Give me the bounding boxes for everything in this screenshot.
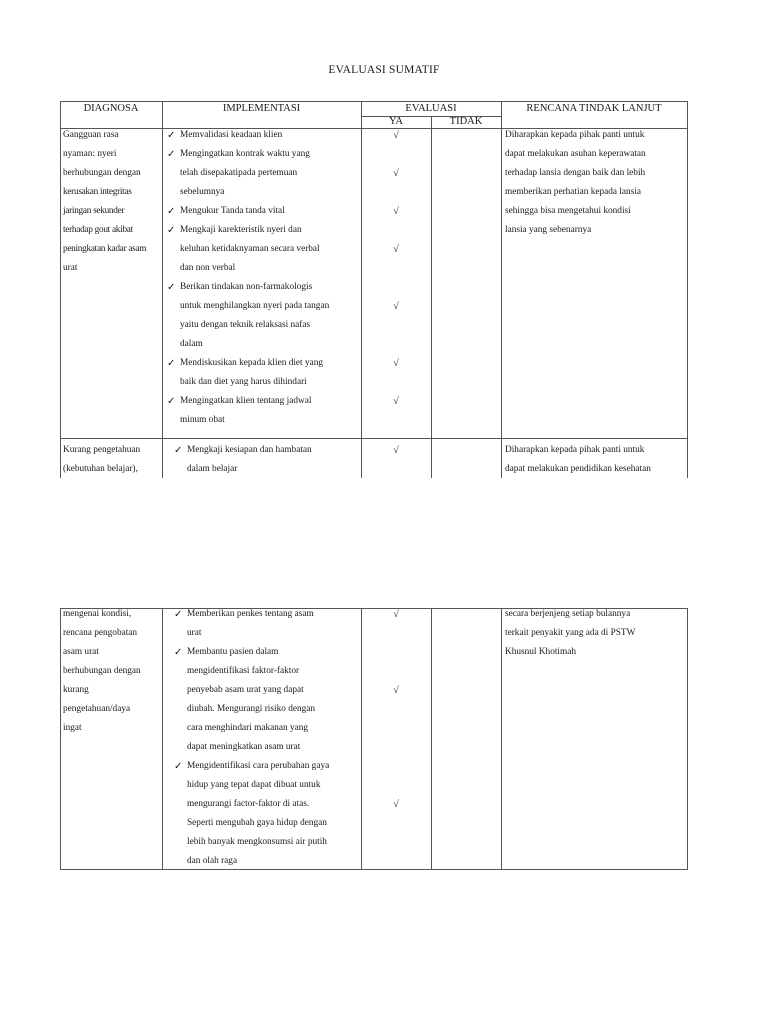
header-tidak: TIDAK: [449, 116, 483, 127]
grid-line: [361, 101, 362, 478]
grid-line: [431, 608, 432, 870]
grid-line: [60, 869, 688, 870]
implementation-text: Mengkaji kesiapan dan hambatan: [187, 445, 312, 455]
implementation-text: Mengingatkan klien tentang jadwal: [180, 396, 312, 406]
rtl-line: memberikan perhatian kepada lansia: [505, 187, 642, 197]
checkmark-icon: ✓: [174, 445, 183, 456]
grid-line: [60, 608, 61, 870]
diagnosa-line: kurang: [63, 685, 89, 695]
ya-tick: √: [393, 396, 399, 407]
diagnosa-line: peningkatan kadar asam: [63, 244, 147, 254]
diagnosa-line: (kebutuhan belajar),: [63, 464, 138, 474]
diagnosa-line: asam urat: [63, 647, 99, 657]
implementation-text: Mengingatkan kontrak waktu yang: [180, 149, 310, 159]
diagnosa-line: pengetahuan/daya: [63, 704, 131, 714]
diagnosa-line: terhadap gout akibat: [63, 225, 133, 235]
diagnosa-line: Gangguan rasa: [63, 130, 119, 140]
grid-line: [60, 438, 688, 439]
rtl-line: dapat melakukan pendidikan kesehatan: [505, 464, 651, 474]
grid-line: [501, 101, 502, 478]
ya-tick: √: [393, 130, 399, 141]
checkmark-icon: ✓: [167, 396, 176, 407]
diagnosa-line: rencana pengobatan: [63, 628, 138, 638]
rtl-line: Diharapkan kepada pihak panti untuk: [505, 130, 645, 140]
implementation-text: Mengukur Tanda tanda vital: [180, 206, 285, 216]
rtl-line: secara berjenjeng setiap bulannya: [505, 609, 631, 619]
implementation-text: dalam: [180, 339, 203, 349]
implementation-text: Membantu pasien dalam: [187, 647, 279, 657]
diagnosa-line: berhubungan dengan: [63, 168, 141, 178]
implementation-text: Memberikan penkes tentang asam: [187, 609, 314, 619]
implementation-text: cara menghindari makanan yang: [187, 723, 309, 733]
header-evaluasi: EVALUASI: [405, 103, 457, 114]
diagnosa-line: Kurang pengetahuan: [63, 445, 141, 455]
implementation-text: minum obat: [180, 415, 225, 425]
implementation-text: Seperti mengubah gaya hidup dengan: [187, 818, 327, 828]
implementation-text: dan non verbal: [180, 263, 236, 273]
ya-tick: √: [393, 244, 399, 255]
grid-line: [60, 101, 61, 478]
implementation-text: untuk menghilangkan nyeri pada tangan: [180, 301, 330, 311]
implementation-text: dapat meningkatkan asam urat: [187, 742, 301, 752]
diagnosa-line: mengenai kondisi,: [63, 609, 132, 619]
ya-tick: √: [393, 445, 399, 456]
grid-line: [162, 101, 163, 478]
implementation-text: Berikan tindakan non-farmakologis: [180, 282, 313, 292]
checkmark-icon: ✓: [174, 761, 183, 772]
implementation-text: telah disepakatipada pertemuan: [180, 168, 298, 178]
grid-line: [687, 101, 688, 478]
implementation-text: yaitu dengan teknik relaksasi nafas: [180, 320, 311, 330]
implementation-text: urat: [187, 628, 202, 638]
implementation-text: lebih banyak mengkonsumsi air putih: [187, 837, 327, 847]
implementation-text: keluhan ketidaknyaman secara verbal: [180, 244, 320, 254]
diagnosa-line: berhubungan dengan: [63, 666, 141, 676]
checkmark-icon: ✓: [167, 282, 176, 293]
header-implementasi: IMPLEMENTASI: [222, 103, 301, 114]
implementation-text: mengurangi factor-faktor di atas.: [187, 799, 310, 809]
rtl-line: lansia yang sebenarnya: [505, 225, 592, 235]
checkmark-icon: ✓: [167, 206, 176, 217]
header-diagnosa: DIAGNOSA: [83, 103, 139, 114]
implementation-text: Mengkaji karekteristik nyeri dan: [180, 225, 302, 235]
ya-tick: √: [393, 206, 399, 217]
checkmark-icon: ✓: [167, 149, 176, 160]
grid-line: [501, 608, 502, 870]
grid-line: [361, 608, 362, 870]
implementation-text: baik dan diet yang harus dihindari: [180, 377, 307, 387]
checkmark-icon: ✓: [167, 358, 176, 369]
rtl-line: dapat melakukan asuhan keperawatan: [505, 149, 646, 159]
rtl-line: Khusnul Khotimah: [505, 647, 577, 657]
ya-tick: √: [393, 301, 399, 312]
grid-line: [687, 608, 688, 870]
ya-tick: √: [393, 799, 399, 810]
diagnosa-line: jaringan sekunder: [63, 206, 125, 216]
rtl-line: terkait penyakit yang ada di PSTW: [505, 628, 636, 638]
diagnosa-line: urat: [63, 263, 78, 273]
implementation-text: diubah. Mengurangi risiko dengan: [187, 704, 316, 714]
page-title: EVALUASI SUMATIF: [328, 64, 440, 76]
grid-line: [162, 608, 163, 870]
header-rencana-tindak-lanjut: RENCANA TINDAK LANJUT: [526, 103, 662, 114]
ya-tick: √: [393, 168, 399, 179]
checkmark-icon: ✓: [174, 647, 183, 658]
ya-tick: √: [393, 685, 399, 696]
implementation-text: Memvalidasi keadaan klien: [180, 130, 283, 140]
rtl-line: sehingga bisa mengetahui kondisi: [505, 206, 631, 216]
ya-tick: √: [393, 358, 399, 369]
rtl-line: Diharapkan kepada pihak panti untuk: [505, 445, 645, 455]
checkmark-icon: ✓: [174, 609, 183, 620]
diagnosa-line: ingat: [63, 723, 82, 733]
implementation-text: mengidentifikasi faktor-faktor: [187, 666, 300, 676]
grid-line: [431, 116, 432, 478]
rtl-line: terhadap lansia dengan baik dan lebih: [505, 168, 646, 178]
implementation-text: dalam belajar: [187, 464, 238, 474]
header-ya: YA: [388, 116, 403, 127]
implementation-text: Mendiskusikan kepada klien diet yang: [180, 358, 324, 368]
implementation-text: Mengidentifikasi cara perubahan gaya: [187, 761, 330, 771]
ya-tick: √: [393, 609, 399, 620]
implementation-text: hidup yang tepat dapat dibuat untuk: [187, 780, 321, 790]
checkmark-icon: ✓: [167, 130, 176, 141]
diagnosa-line: kerusakan integritas: [63, 187, 132, 197]
implementation-text: penyebab asam urat yang dapat: [187, 685, 304, 695]
checkmark-icon: ✓: [167, 225, 176, 236]
diagnosa-line: nyaman: nyeri: [63, 149, 117, 159]
implementation-text: sebelumnya: [180, 187, 225, 197]
implementation-text: dan olah raga: [187, 856, 238, 866]
